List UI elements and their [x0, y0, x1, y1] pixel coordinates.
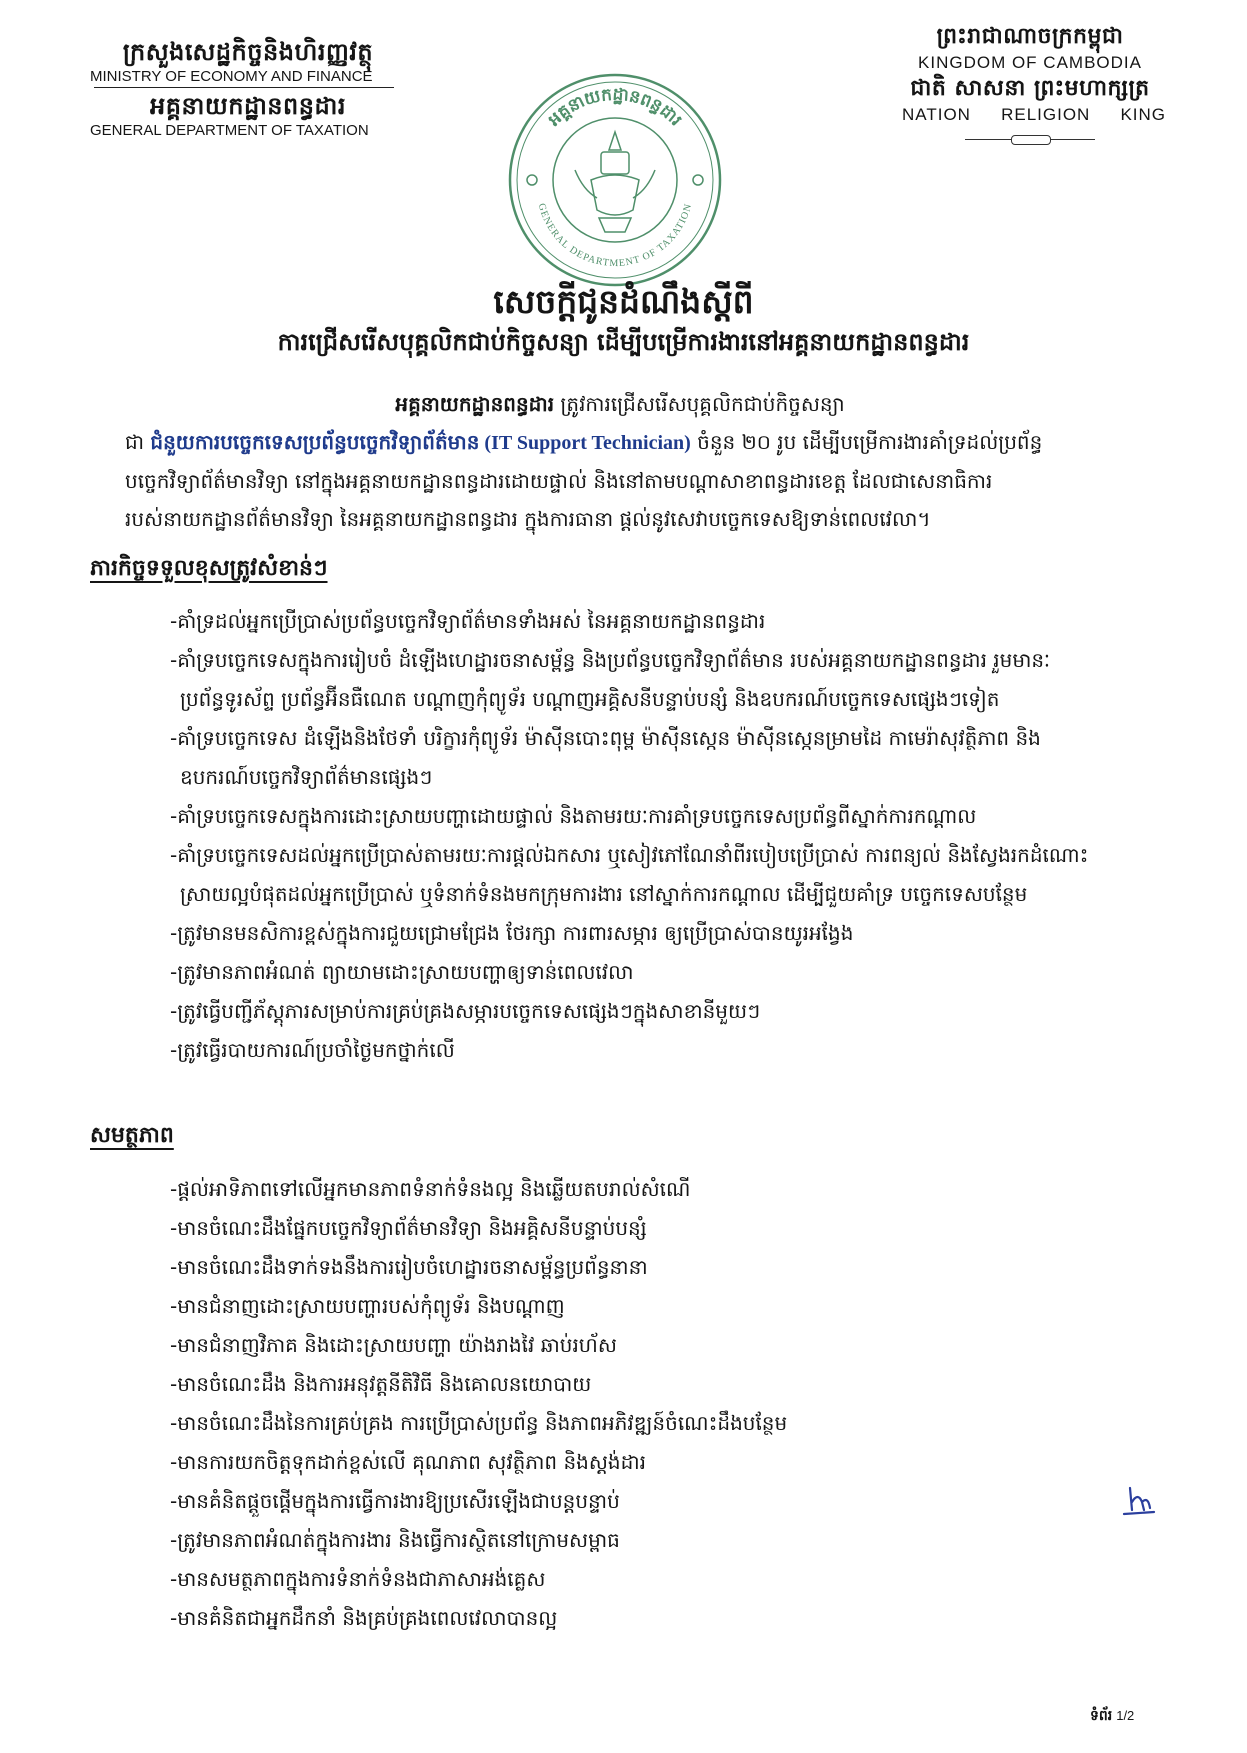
motto-en — [880, 104, 1180, 126]
intro-org-name: អគ្គនាយកដ្ឋានពន្ធដារ — [395, 392, 555, 416]
list-item: -មានការយកចិត្តទុកដាក់ខ្ពស់លើ គុណភាព សុវត្ថិភាព និងស្តង់ដារ — [170, 1450, 646, 1474]
list-item: -មានជំនាញដោះស្រាយបញ្ហារបស់កុំព្យូទ័រ និងបណ្តាញ — [170, 1294, 565, 1318]
motto-king: KING — [1120, 105, 1166, 124]
list-item: -មានគំនិតផ្តួចផ្តើមក្នុងការធ្វើការងារឱ្យប្រសើរឡើងជាបន្តបន្ទាប់ — [170, 1489, 620, 1513]
ministry-name-en: MINISTRY OF ECONOMY AND FINANCE — [90, 68, 373, 85]
list-item-continuation: ឧបករណ៍បច្ចេកវិទ្យាព័ត៌មានផ្សេងៗ — [180, 765, 433, 789]
list-item: -មានចំណេះដឹង និងការអនុវត្តនីតិវិធី និងគោលនយោបាយ — [170, 1372, 592, 1396]
list-item: -មានគំនិតជាអ្នកដឹកនាំ និងគ្រប់គ្រងពេលវេលាបានល្អ — [170, 1606, 558, 1630]
list-item: -មានចំណេះដឹងផ្នែកបច្ចេកវិទ្យាព័ត៌មានវិទ្យា និងអគ្គិសនីបន្ទាប់បន្សំ — [170, 1216, 647, 1240]
job-title-km: ជំនួយការបច្ចេកទេសប្រព័ន្ធបច្ចេកវិទ្យាព័ត៌មាន — [150, 430, 480, 454]
list-item: -ត្រូវមានភាពអំណត់ក្នុងការងារ និងធ្វើការស្ថិតនៅក្រោមសម្ពាធ — [170, 1528, 620, 1552]
list-item: -មានជំនាញវិភាគ និងដោះស្រាយបញ្ហា យ៉ាងរាងវៃ ឆាប់រហ័ស — [170, 1333, 617, 1357]
list-item: -ផ្តល់អាទិភាពទៅលើអ្នកមានភាពទំនាក់ទំនងល្អ និងឆ្លើយតបរាល់សំណើ — [170, 1177, 691, 1201]
page-number — [1090, 1706, 1134, 1727]
kingdom-name-km: ព្រះរាជាណាចក្រកម្ពុជា — [936, 24, 1124, 49]
list-item: -ត្រូវធ្វើបញ្ជីភ័ស្តុភារសម្រាប់ការគ្រប់គ្រងសម្ភារបច្ចេកទេសផ្សេងៗក្នុងសាខានីមួយៗ — [170, 999, 761, 1023]
list-item: -គាំទ្របច្ចេកទេស ដំឡើងនិងថែទាំ បរិក្ខារកុំព្យូទ័រ ម៉ាស៊ីនបោះពុម្ព ម៉ាស៊ីនស្កេន ម៉ាស៊ីនស្កេនម្រាមដៃ កាមេរ៉ាសុវត្ថិភាព និង — [170, 726, 1041, 750]
svg-text:អគ្គនាយកដ្ឋានពន្ធដារ — [545, 85, 686, 131]
responsibilities-list — [170, 602, 1180, 1070]
department-seal-icon — [505, 70, 725, 290]
svg-text:GENERAL DEPARTMENT OF TAXATION — [536, 202, 695, 269]
list-item-continuation: ស្រាយល្អបំផុតដល់អ្នកប្រើប្រាស់ ឬទំនាក់ទំនងមកក្រុមការងារ នៅស្នាក់ការកណ្តាល ដើម្បីជួយគាំទ្រ បច្ចេកទេសបន្ថែម — [180, 882, 1028, 906]
motto-km: ជាតិ សាសនា ព្រះមហាក្សត្រ — [910, 76, 1150, 101]
initials-signature-icon — [1120, 1480, 1160, 1520]
seal-top-text: អគ្គនាយកដ្ឋានពន្ធដារ — [544, 84, 686, 131]
list-item: -គាំទ្របច្ចេកទេសក្នុងការរៀបចំ ដំឡើងហេដ្ឋារចនាសម្ព័ន្ធ និងប្រព័ន្ធបច្ចេកវិទ្យាព័ត៌មាន របស់អគ្គនាយកដ្ឋានពន្ធដារ រួមមានៈ — [170, 648, 1051, 672]
motto-religion: RELIGION — [1001, 105, 1091, 124]
motto-nation: NATION — [902, 105, 971, 124]
list-item: -មានសមត្ថភាពក្នុងការទំនាក់ទំនងជាភាសាអង់គ្លេស — [170, 1567, 546, 1591]
page-label: ទំព័រ — [1090, 1708, 1113, 1724]
department-name-en: GENERAL DEPARTMENT OF TAXATION — [90, 122, 369, 139]
kingdom-name-en: KINGDOM OF CAMBODIA — [918, 53, 1142, 72]
intro-line-2-text: ចំនួន ២០ រូប ដើម្បីបម្រើការងារគាំទ្រដល់ប្រព័ន្ធ — [690, 430, 1043, 454]
ornament-divider-icon — [965, 134, 1095, 144]
list-item: -គាំទ្រដល់អ្នកប្រើប្រាស់ប្រព័ន្ធបច្ចេកវិទ្យាព័ត៌មានទាំងអស់ នៃអគ្គនាយកដ្ឋានពន្ធដារ — [170, 609, 766, 633]
list-item: -ត្រូវធ្វើរបាយការណ៍ប្រចាំថ្ងៃមកថ្នាក់លើ — [170, 1038, 455, 1062]
intro-paragraph — [70, 385, 1170, 538]
document-title: សេចក្តីជូនដំណឹងស្តីពី — [493, 282, 754, 321]
list-item-continuation: ប្រព័ន្ធទូរស័ព្ទ ប្រព័ន្ធអ៊ីនធឺណេត បណ្តាញកុំព្យូទ័រ បណ្តាញអគ្គិសនីបន្ទាប់បន្សំ និងឧបករណ៍បច្ចេកទេសផ្សេងៗទៀត — [180, 687, 1000, 711]
document-subtitle: ការជ្រើសរើសបុគ្គលិកជាប់កិច្ចសន្យា ដើម្បីបម្រើការងារនៅអគ្គនាយកដ្ឋានពន្ធដារ — [277, 328, 970, 356]
intro-line-3: បច្ចេកវិទ្យាព័ត៌មានវិទ្យា នៅក្នុងអគ្គនាយកដ្ឋានពន្ធដារដោយផ្ទាល់ និងនៅតាមបណ្តាសាខាពន្ធដារខេត្ត ដែលជាសេនាធិការ — [125, 469, 993, 493]
responsibilities-heading: ភារកិច្ចទទួលខុសត្រូវសំខាន់ៗ — [90, 556, 328, 581]
department-name-km: អគ្គនាយកដ្ឋានពន្ធដារ — [150, 92, 346, 120]
list-item: -មានចំណេះដឹងទាក់ទងនឹងការរៀបចំហេដ្ឋារចនាសម្ព័ន្ធប្រព័ន្ធនានា — [170, 1255, 648, 1279]
ministry-name-km: ក្រសួងសេដ្ឋកិច្ចនិងហិរញ្ញវត្ថុ — [122, 38, 374, 66]
intro-line-4: របស់នាយកដ្ឋានព័ត៌មានវិទ្យា នៃអគ្គនាយកដ្ឋានពន្ធដារ ក្នុងការធានា ផ្តល់នូវសេវាបច្ចេកទេសឱ្យទាន់ពេលវេលា។ — [125, 507, 931, 531]
list-item: -គាំទ្របច្ចេកទេសក្នុងការដោះស្រាយបញ្ហាដោយផ្ទាល់ និងតាមរយៈការគាំទ្របច្ចេកទេសប្រព័ន្ធពីស្នាក់ការកណ្តាល — [170, 804, 977, 828]
competencies-heading: សមត្ថភាព — [90, 1123, 174, 1148]
intro-line-1-text: ត្រូវការជ្រើសរើសបុគ្គលិកជាប់កិច្ចសន្យា — [554, 392, 845, 416]
list-item: -ត្រូវមានភាពអំណត់ ព្យាយាមដោះស្រាយបញ្ហាឲ្យទាន់ពេលវេលា — [170, 960, 634, 984]
list-item: -គាំទ្របច្ចេកទេសដល់អ្នកប្រើប្រាស់តាមរយៈការផ្តល់ឯកសារ ឬសៀវភៅណែនាំពីរបៀបប្រើប្រាស់ ការពន្យល់ និងស្វែងរកដំណោះ — [170, 843, 1089, 867]
competencies-list — [170, 1170, 1180, 1638]
intro-line-2 — [70, 423, 1170, 462]
intro-line-2-prefix: ជា — [125, 430, 151, 454]
seal-bottom-text: GENERAL DEPARTMENT OF TAXATION — [535, 202, 695, 270]
job-title-en: (IT Support Technician) — [479, 432, 691, 454]
page-number-value: 1/2 — [1116, 1708, 1135, 1723]
kingdom-header — [880, 22, 1180, 144]
ministry-header — [88, 36, 408, 140]
intro-line-1 — [70, 385, 1170, 423]
list-item: -មានចំណេះដឹងនៃការគ្រប់គ្រង ការប្រើប្រាស់ប្រព័ន្ធ និងភាពអភិវឌ្ឍន៍ចំណេះដឹងបន្ថែម — [170, 1411, 788, 1435]
header-divider — [94, 87, 394, 88]
list-item: -ត្រូវមានមនសិការខ្ពស់ក្នុងការជួយជ្រោមជ្រែង ថែរក្សា ការពារសម្ភារ ឲ្យប្រើប្រាស់បានយូរអង្វែង — [170, 921, 854, 945]
